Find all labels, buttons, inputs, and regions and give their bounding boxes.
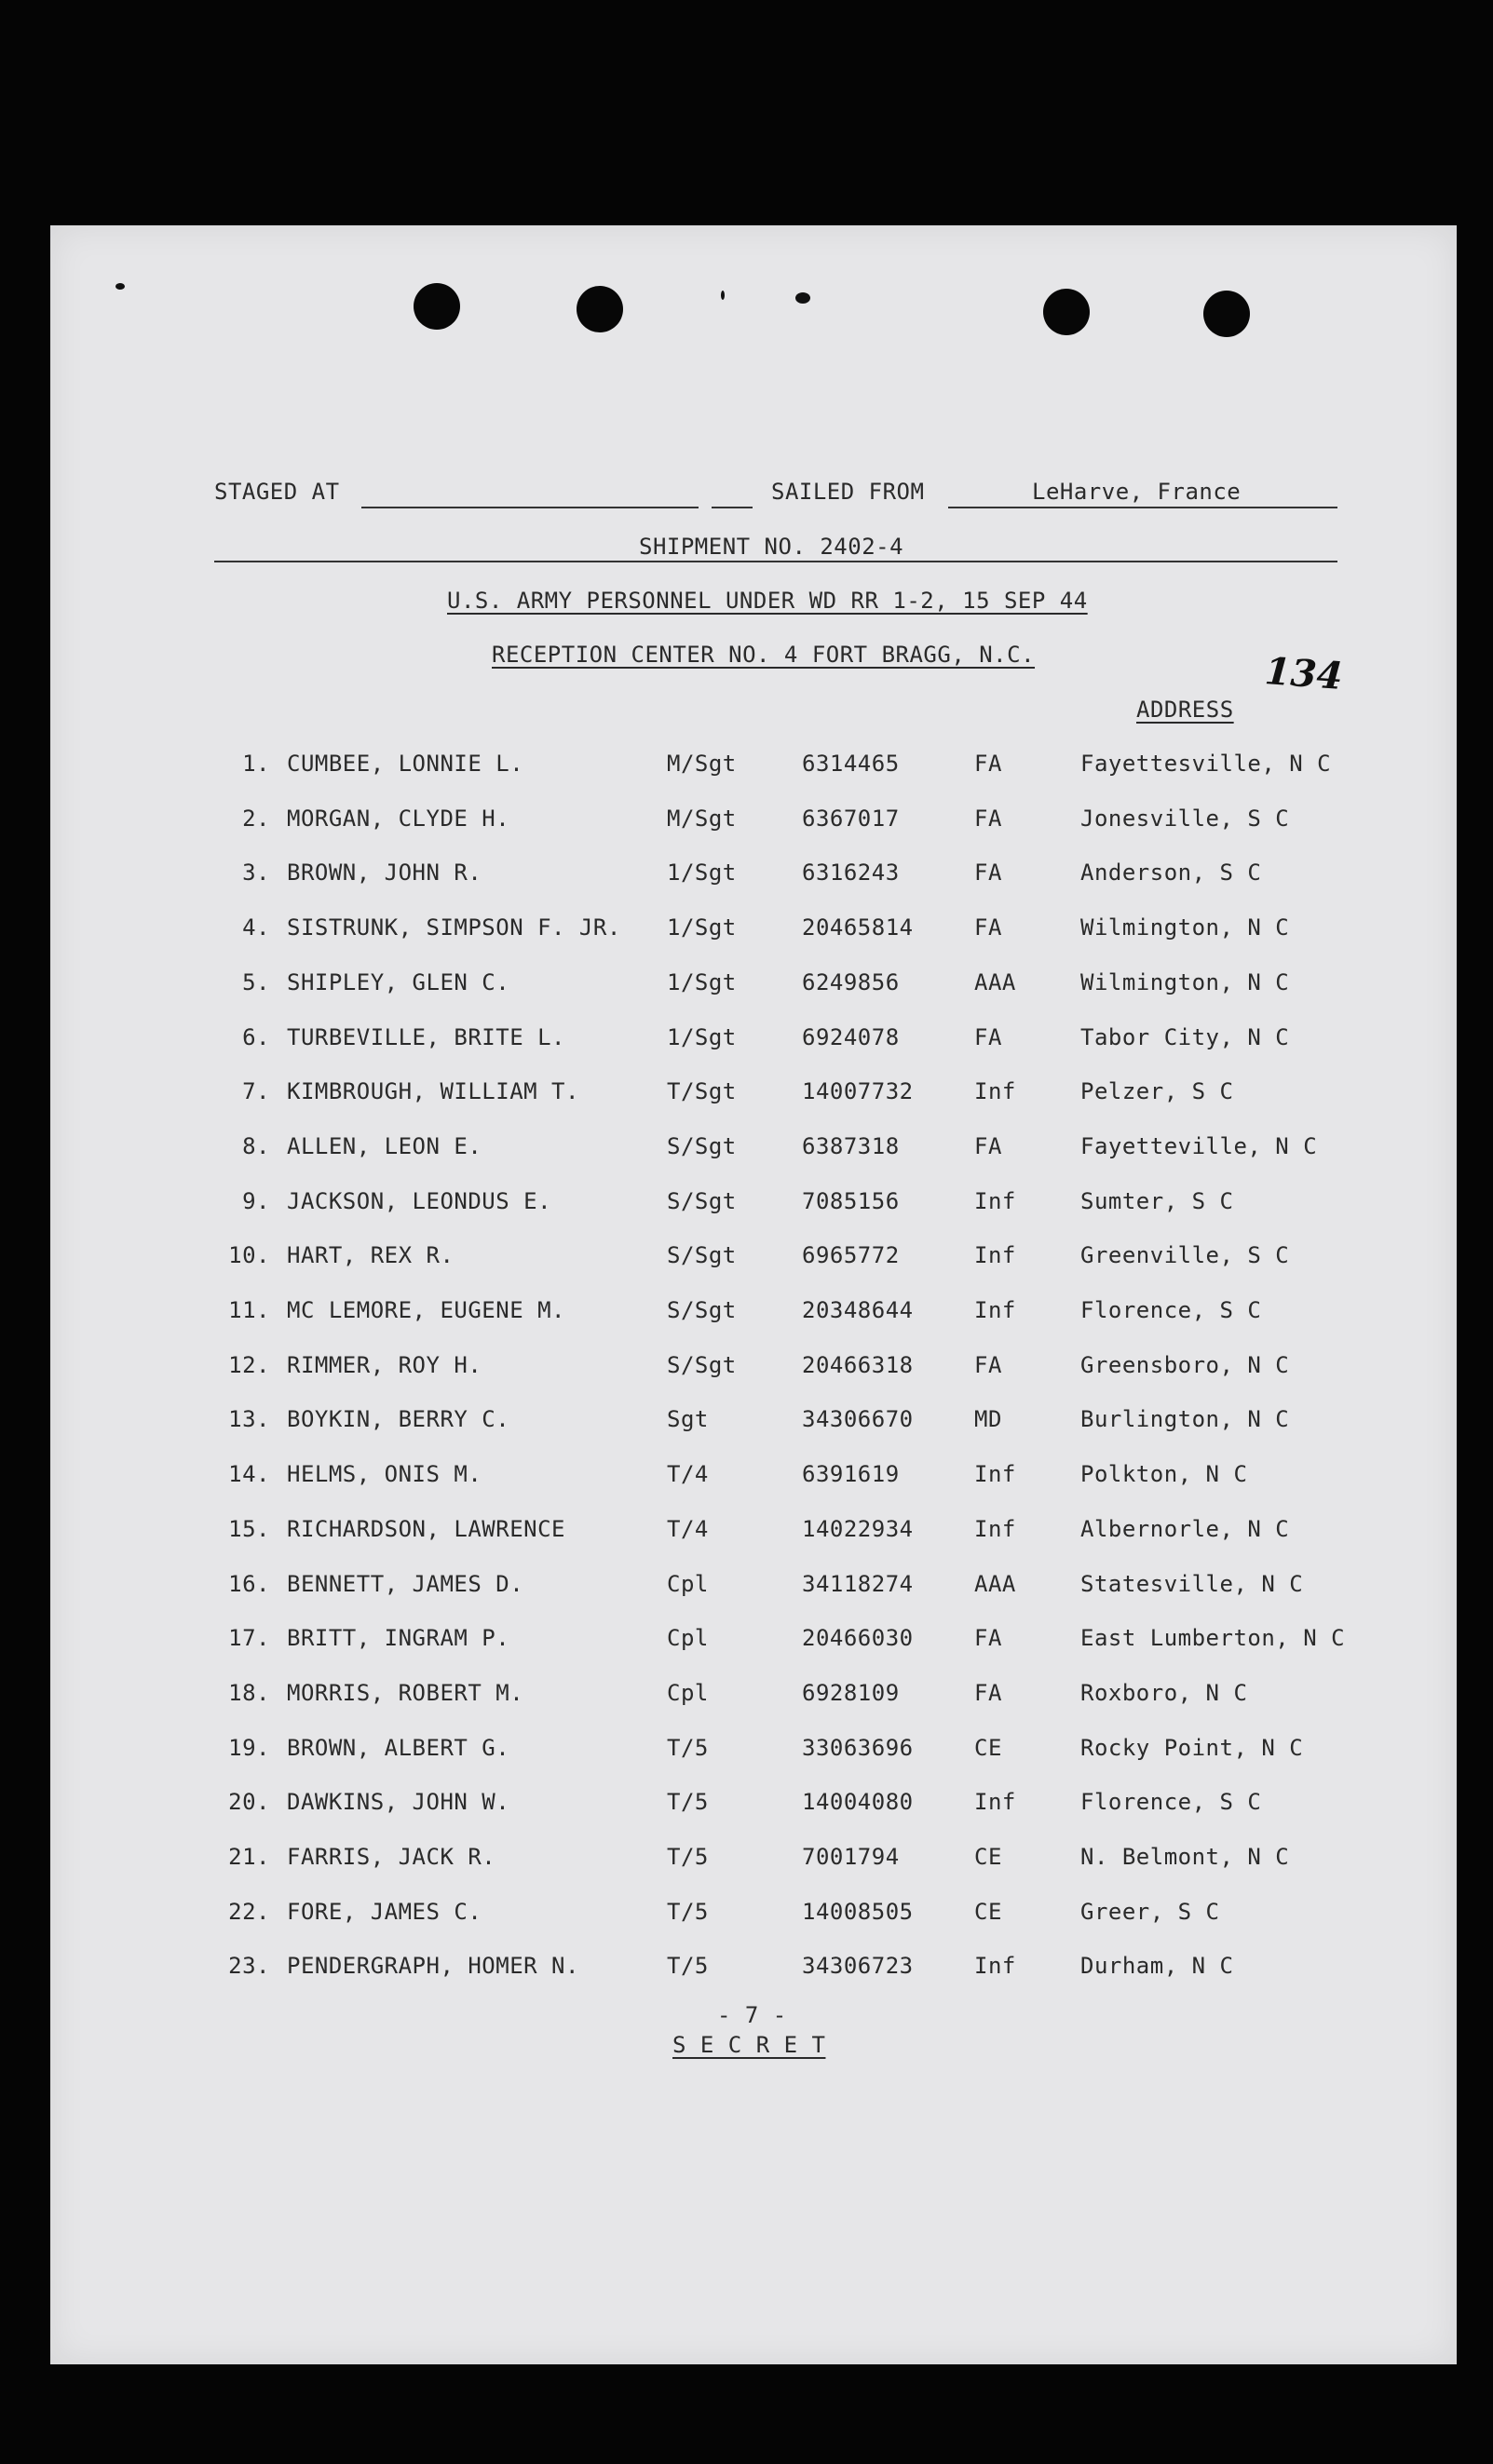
rank: 1/Sgt (667, 914, 737, 941)
rank: Cpl (667, 1679, 709, 1706)
branch: CE (974, 1898, 1002, 1925)
address: Albernorle, N C (1080, 1515, 1290, 1542)
rank: Sgt (667, 1406, 709, 1433)
serial-number: 20465814 (802, 914, 914, 941)
table-row (50, 1242, 1457, 1297)
rank: S/Sgt (667, 1187, 737, 1214)
branch: AAA (974, 968, 1016, 995)
person-name: DAWKINS, JOHN W. (287, 1789, 510, 1816)
table-row (50, 1024, 1457, 1079)
person-name: TURBEVILLE, BRITE L. (287, 1023, 565, 1050)
staged-at-blank-tail (712, 507, 753, 508)
rank: S/Sgt (667, 1351, 737, 1378)
branch: FA (974, 1132, 1002, 1159)
speck (795, 292, 810, 304)
rank: T/5 (667, 1734, 709, 1761)
rank: S/Sgt (667, 1132, 737, 1159)
person-name: JACKSON, LEONDUS E. (287, 1187, 552, 1214)
address: Wilmington, N C (1080, 968, 1290, 995)
address: Greer, S C (1080, 1898, 1220, 1925)
branch: FA (974, 751, 1002, 777)
address: Jonesville, S C (1080, 805, 1290, 832)
row-number: 17. (228, 1625, 270, 1652)
rank: T/4 (667, 1461, 709, 1488)
row-number: 4. (242, 914, 270, 941)
table-row (50, 1297, 1457, 1352)
person-name: HELMS, ONIS M. (287, 1461, 482, 1488)
row-number: 10. (228, 1242, 270, 1269)
branch: FA (974, 1023, 1002, 1050)
address: East Lumberton, N C (1080, 1625, 1346, 1652)
branch: FA (974, 1351, 1002, 1378)
serial-number: 34118274 (802, 1570, 914, 1597)
sailed-from-label: SAILED FROM (771, 479, 925, 505)
branch: Inf (974, 1515, 1016, 1542)
address-column-header: ADDRESS (1136, 697, 1234, 723)
shipment-number: SHIPMENT NO. 2402-4 (639, 534, 904, 560)
row-number: 3. (242, 860, 270, 887)
person-name: ALLEN, LEON E. (287, 1132, 482, 1159)
row-number: 6. (242, 1023, 270, 1050)
branch: MD (974, 1406, 1002, 1433)
branch: FA (974, 860, 1002, 887)
row-number: 22. (228, 1898, 270, 1925)
address: Burlington, N C (1080, 1406, 1290, 1433)
rank: T/5 (667, 1898, 709, 1925)
branch: FA (974, 914, 1002, 941)
address: Wilmington, N C (1080, 914, 1290, 941)
table-row (50, 1133, 1457, 1188)
address: Greensboro, N C (1080, 1351, 1290, 1378)
serial-number: 6314465 (802, 751, 900, 777)
personnel-roster (50, 751, 1457, 2026)
rank: M/Sgt (667, 805, 737, 832)
address: Fayetteville, N C (1080, 1132, 1318, 1159)
serial-number: 6387318 (802, 1132, 900, 1159)
row-number: 18. (228, 1679, 270, 1706)
row-number: 8. (242, 1132, 270, 1159)
serial-number: 6924078 (802, 1023, 900, 1050)
rank: S/Sgt (667, 1297, 737, 1323)
punch-hole (1203, 291, 1250, 337)
shipment-rule (214, 561, 1337, 562)
row-number: 21. (228, 1844, 270, 1870)
branch: Inf (974, 1461, 1016, 1488)
rank: 1/Sgt (667, 860, 737, 887)
serial-number: 34306670 (802, 1406, 914, 1433)
page-stamp: 134 (1263, 649, 1345, 698)
person-name: BENNETT, JAMES D. (287, 1570, 524, 1597)
address: Florence, S C (1080, 1789, 1262, 1816)
page-number: - 7 - (717, 2002, 787, 2028)
row-number: 9. (242, 1187, 270, 1214)
branch: Inf (974, 1953, 1016, 1980)
address: Pelzer, S C (1080, 1078, 1234, 1105)
person-name: SHIPLEY, GLEN C. (287, 968, 510, 995)
row-number: 19. (228, 1734, 270, 1761)
person-name: MC LEMORE, EUGENE M. (287, 1297, 565, 1323)
table-row (50, 1571, 1457, 1626)
row-number: 16. (228, 1570, 270, 1597)
rank: T/5 (667, 1844, 709, 1870)
rank: 1/Sgt (667, 968, 737, 995)
serial-number: 7001794 (802, 1844, 900, 1870)
row-number: 1. (242, 751, 270, 777)
serial-number: 14007732 (802, 1078, 914, 1105)
table-row (50, 1352, 1457, 1407)
serial-number: 6249856 (802, 968, 900, 995)
address: Florence, S C (1080, 1297, 1262, 1323)
address: Polkton, N C (1080, 1461, 1248, 1488)
table-row (50, 1078, 1457, 1133)
person-name: BOYKIN, BERRY C. (287, 1406, 510, 1433)
table-row (50, 1953, 1457, 2008)
address: Roxboro, N C (1080, 1679, 1248, 1706)
person-name: PENDERGRAPH, HOMER N. (287, 1953, 579, 1980)
branch: CE (974, 1844, 1002, 1870)
branch: Inf (974, 1242, 1016, 1269)
row-number: 13. (228, 1406, 270, 1433)
address: N. Belmont, N C (1080, 1844, 1290, 1870)
branch: Inf (974, 1297, 1016, 1323)
rank: T/5 (667, 1953, 709, 1980)
person-name: RICHARDSON, LAWRENCE (287, 1515, 565, 1542)
table-row (50, 1406, 1457, 1461)
serial-number: 14008505 (802, 1898, 914, 1925)
punch-hole (577, 286, 623, 332)
branch: Inf (974, 1187, 1016, 1214)
table-row (50, 1461, 1457, 1516)
sailed-from-value: LeHarve, France (1032, 479, 1242, 505)
table-row (50, 914, 1457, 969)
row-number: 14. (228, 1461, 270, 1488)
address: Fayettesville, N C (1080, 751, 1332, 777)
row-number: 7. (242, 1078, 270, 1105)
rank: S/Sgt (667, 1242, 737, 1269)
serial-number: 6316243 (802, 860, 900, 887)
serial-number: 20348644 (802, 1297, 914, 1323)
speck (115, 283, 125, 290)
person-name: SISTRUNK, SIMPSON F. JR. (287, 914, 621, 941)
serial-number: 33063696 (802, 1734, 914, 1761)
person-name: HART, REX R. (287, 1242, 455, 1269)
row-number: 15. (228, 1515, 270, 1542)
rank: T/Sgt (667, 1078, 737, 1105)
speck (721, 291, 725, 300)
table-row (50, 806, 1457, 860)
address: Durham, N C (1080, 1953, 1234, 1980)
row-number: 20. (228, 1789, 270, 1816)
branch: CE (974, 1734, 1002, 1761)
table-row (50, 969, 1457, 1024)
serial-number: 6391619 (802, 1461, 900, 1488)
address: Sumter, S C (1080, 1187, 1234, 1214)
person-name: MORGAN, CLYDE H. (287, 805, 510, 832)
document-page (50, 225, 1457, 2364)
punch-hole (1043, 289, 1090, 335)
branch: AAA (974, 1570, 1016, 1597)
document-title: U.S. ARMY PERSONNEL UNDER WD RR 1-2, 15 SEP 44 (447, 588, 1088, 614)
punch-hole (414, 283, 460, 330)
serial-number: 14022934 (802, 1515, 914, 1542)
person-name: FARRIS, JACK R. (287, 1844, 496, 1870)
row-number: 12. (228, 1351, 270, 1378)
address: Tabor City, N C (1080, 1023, 1290, 1050)
branch: Inf (974, 1789, 1016, 1816)
person-name: KIMBROUGH, WILLIAM T. (287, 1078, 579, 1105)
serial-number: 14004080 (802, 1789, 914, 1816)
person-name: MORRIS, ROBERT M. (287, 1679, 524, 1706)
staged-at-label: STAGED AT (214, 479, 340, 505)
table-row (50, 1625, 1457, 1680)
serial-number: 34306723 (802, 1953, 914, 1980)
serial-number: 6928109 (802, 1679, 900, 1706)
table-row (50, 1735, 1457, 1790)
person-name: BROWN, ALBERT G. (287, 1734, 510, 1761)
address: Rocky Point, N C (1080, 1734, 1304, 1761)
row-number: 11. (228, 1297, 270, 1323)
branch: FA (974, 1625, 1002, 1652)
rank: Cpl (667, 1625, 709, 1652)
rank: M/Sgt (667, 751, 737, 777)
table-row (50, 751, 1457, 806)
serial-number: 7085156 (802, 1187, 900, 1214)
sailed-from-blank (948, 507, 1337, 508)
table-row (50, 860, 1457, 914)
rank: T/5 (667, 1789, 709, 1816)
branch: FA (974, 805, 1002, 832)
table-row (50, 1680, 1457, 1735)
table-row (50, 1188, 1457, 1243)
row-number: 2. (242, 805, 270, 832)
branch: FA (974, 1679, 1002, 1706)
rank: Cpl (667, 1570, 709, 1597)
table-row (50, 1516, 1457, 1571)
serial-number: 6367017 (802, 805, 900, 832)
row-number: 23. (228, 1953, 270, 1980)
staged-at-blank (361, 507, 699, 508)
person-name: BROWN, JOHN R. (287, 860, 482, 887)
person-name: FORE, JAMES C. (287, 1898, 482, 1925)
branch: Inf (974, 1078, 1016, 1105)
person-name: RIMMER, ROY H. (287, 1351, 482, 1378)
serial-number: 20466030 (802, 1625, 914, 1652)
reception-center-title: RECEPTION CENTER NO. 4 FORT BRAGG, N.C. (492, 642, 1036, 668)
rank: T/4 (667, 1515, 709, 1542)
serial-number: 6965772 (802, 1242, 900, 1269)
address: Statesville, N C (1080, 1570, 1304, 1597)
serial-number: 20466318 (802, 1351, 914, 1378)
address: Anderson, S C (1080, 860, 1262, 887)
row-number: 5. (242, 968, 270, 995)
address: Greenville, S C (1080, 1242, 1290, 1269)
table-row (50, 1789, 1457, 1844)
table-row (50, 1899, 1457, 1954)
classification-marking: S E C R E T (672, 2032, 826, 2058)
rank: 1/Sgt (667, 1023, 737, 1050)
person-name: BRITT, INGRAM P. (287, 1625, 510, 1652)
person-name: CUMBEE, LONNIE L. (287, 751, 524, 777)
table-row (50, 1844, 1457, 1899)
